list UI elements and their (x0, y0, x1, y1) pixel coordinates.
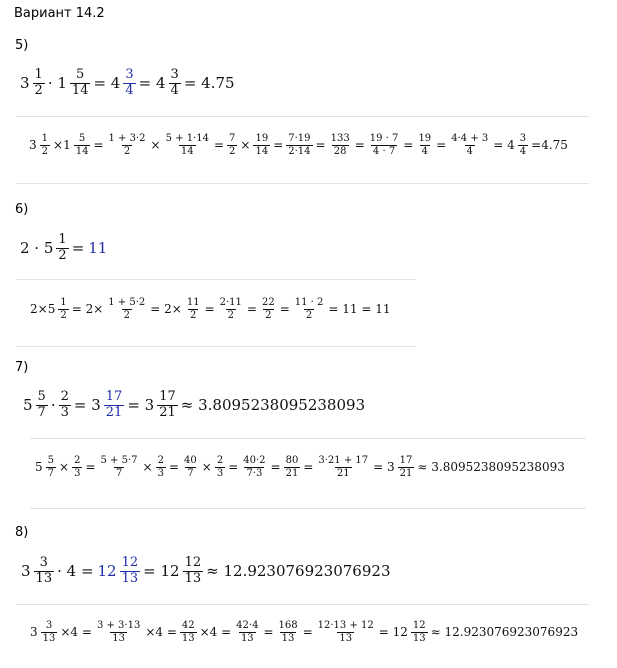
fraction-numerator: 17 (105, 389, 123, 404)
math-text: × (150, 138, 161, 152)
fraction (74, 133, 91, 157)
math-text: × (201, 460, 212, 474)
fraction (36, 390, 48, 421)
divider (30, 438, 586, 439)
fraction (411, 620, 428, 644)
fraction (416, 133, 433, 157)
fraction (99, 455, 140, 479)
fraction-denominator: 13 (281, 632, 295, 644)
fraction-denominator: 13 (121, 570, 139, 586)
fraction-numerator: 42·4 (236, 620, 259, 631)
math-text: = 4 (138, 74, 166, 93)
math-text: = 2× (150, 302, 182, 316)
fraction-numerator: 1 (58, 232, 67, 247)
fraction-numerator: 11 (186, 297, 200, 308)
fraction-denominator: 2 (58, 247, 67, 263)
fraction-numerator: 1 + 5·2 (108, 297, 146, 308)
math-text: 5 (23, 396, 33, 415)
problem-5-task (18, 68, 237, 99)
divider (30, 508, 586, 509)
fraction-denominator: 14 (71, 82, 89, 98)
fraction (185, 297, 202, 321)
math-text: 3 (21, 562, 31, 581)
fraction-numerator: 5 + 5·7 (100, 455, 138, 466)
fraction-numerator: 4·4 + 3 (451, 133, 489, 144)
fraction (368, 133, 401, 157)
math-text: · 1 (47, 74, 67, 93)
fraction-numerator: 19 (418, 133, 432, 144)
problem-8-solution (28, 620, 580, 644)
fraction-numerator: 2 (60, 389, 69, 404)
math-text: = (273, 138, 284, 152)
fraction-numerator: 3·21 + 17 (318, 455, 369, 466)
fraction-numerator: 40·2 (243, 455, 266, 466)
fraction-numerator: 3 (519, 133, 527, 144)
math-text: = (246, 302, 257, 316)
fraction-numerator: 5 (78, 133, 86, 144)
problem-7-task (21, 390, 367, 421)
math-text: ≈ 3.8095238095238093 (417, 460, 565, 474)
fraction (59, 390, 71, 421)
fraction-numerator: 17 (399, 455, 413, 466)
math-text: × (59, 460, 70, 474)
fraction (316, 620, 376, 644)
math-text: ≈ 3.8095238095238093 (180, 396, 366, 415)
fraction-numerator: 7 (229, 133, 236, 144)
fraction-numerator: 12 (184, 555, 202, 570)
divider (16, 116, 589, 117)
fraction-numerator: 80 (285, 455, 299, 466)
fraction (169, 68, 181, 99)
fraction-numerator: 5 (47, 455, 55, 466)
math-text: = (85, 460, 96, 474)
fraction-numerator: 5 (37, 389, 46, 404)
fraction (316, 455, 370, 479)
math-text: ×4 = (60, 625, 92, 639)
fraction-denominator: 13 (112, 632, 125, 644)
fraction (107, 133, 148, 157)
math-text: = (93, 138, 104, 152)
fraction (449, 133, 490, 157)
fraction (180, 620, 197, 644)
math-text: 2×5 (30, 302, 56, 316)
fraction (41, 620, 58, 644)
fraction (72, 455, 82, 479)
math-text: ×1 (53, 138, 71, 152)
math-text: 12 (97, 562, 117, 581)
fraction-denominator: 21 (336, 467, 350, 479)
fraction (329, 133, 352, 157)
fraction-denominator: 2 (265, 309, 272, 321)
fraction-denominator: 21 (105, 404, 123, 420)
fraction-denominator: 14 (180, 145, 194, 157)
problem-6-number: 6) (15, 202, 29, 217)
fraction-denominator: 4 (519, 145, 527, 157)
fraction-numerator: 3 (45, 620, 53, 631)
math-text: = (279, 302, 290, 316)
fraction (182, 455, 199, 479)
fraction-denominator: 13 (240, 632, 254, 644)
math-text: = 11 = 11 (328, 302, 391, 316)
fraction-denominator: 13 (42, 632, 56, 644)
fraction-numerator: 3 (39, 555, 48, 570)
divider (16, 604, 589, 605)
problem-5-number: 5) (15, 38, 29, 53)
problem-8-task (19, 556, 392, 587)
fraction (398, 455, 415, 479)
fraction-numerator: 3 (170, 67, 179, 82)
math-text: 3 (29, 138, 37, 152)
math-text: = (315, 138, 326, 152)
fraction-denominator: 28 (333, 145, 347, 157)
fraction (95, 620, 142, 644)
math-text: = (270, 460, 281, 474)
fraction (277, 620, 300, 644)
fraction-numerator: 1 (60, 297, 67, 308)
math-text: = (228, 460, 239, 474)
fraction (156, 455, 166, 479)
fraction-numerator: 1 (34, 67, 43, 82)
divider (16, 346, 416, 347)
fraction-denominator: 2 (34, 82, 43, 98)
math-text: × (240, 138, 251, 152)
fraction-denominator: 14 (255, 145, 269, 157)
fraction (293, 297, 326, 321)
fraction-numerator: 42 (181, 620, 195, 631)
fraction-denominator: 13 (412, 632, 426, 644)
problem-6-task (18, 233, 109, 264)
fraction-numerator: 22 (261, 297, 275, 308)
math-text: · (50, 396, 56, 415)
fraction-denominator: 2 (123, 145, 131, 157)
math-text: = 12 (143, 562, 180, 581)
fraction (33, 68, 45, 99)
math-text: = (303, 460, 314, 474)
problem-8-number: 8) (15, 525, 29, 540)
math-text: ×4 = (199, 625, 232, 639)
divider (16, 279, 416, 280)
math-text: · 4 = (57, 562, 94, 581)
fraction-numerator: 2 (157, 455, 164, 466)
fraction-denominator: 7 (37, 404, 46, 420)
fraction (106, 297, 147, 321)
fraction-numerator: 17 (159, 389, 176, 404)
fraction-denominator: 21 (399, 467, 413, 479)
fraction-numerator: 7·19 (288, 133, 311, 144)
fraction-numerator: 40 (184, 455, 197, 466)
fraction (241, 455, 267, 479)
problem-5-solution (27, 133, 570, 157)
fraction (253, 133, 270, 157)
fraction-denominator: 21 (159, 404, 176, 420)
fraction-denominator: 4 (125, 82, 134, 98)
fraction (46, 455, 56, 479)
fraction-denominator: 13 (184, 570, 202, 586)
math-text: ≈ 12.923076923076923 (430, 625, 579, 639)
page-title: Вариант 14.2 (14, 6, 105, 21)
math-text: = (213, 138, 225, 152)
fraction-denominator: 21 (285, 467, 299, 479)
math-text: = (71, 239, 85, 258)
fraction (183, 556, 204, 587)
fraction-denominator: 3 (60, 404, 69, 420)
fraction-numerator: 12 (412, 620, 426, 631)
math-text: ≈ 12.923076923076923 (206, 562, 391, 581)
fraction-denominator: 3 (74, 467, 81, 479)
math-text: 5 (35, 460, 43, 474)
fraction-denominator: 4 (466, 145, 473, 157)
fraction-denominator: 13 (339, 632, 353, 644)
math-text: = 3 (73, 396, 101, 415)
math-text: = 12 (378, 625, 408, 639)
math-text: = (436, 138, 447, 152)
fraction (40, 133, 50, 157)
math-text: × (142, 460, 153, 474)
fraction (120, 556, 141, 587)
fraction-denominator: 4 (421, 145, 428, 157)
math-text: = 2× (71, 302, 104, 316)
fraction (56, 233, 68, 264)
fraction-denominator: 3 (216, 467, 224, 479)
fraction (164, 133, 211, 157)
problem-7-number: 7) (15, 360, 29, 375)
fraction (284, 455, 301, 479)
fraction-denominator: 2 (41, 145, 49, 157)
fraction (104, 390, 125, 421)
fraction-denominator: 2·14 (288, 145, 311, 157)
problem-6-solution (28, 297, 392, 321)
fraction (286, 133, 312, 157)
fraction-numerator: 5 + 1·14 (165, 133, 209, 144)
fraction-denominator: 2 (305, 309, 313, 321)
math-text: = (354, 138, 365, 152)
problem-7-solution (33, 455, 567, 479)
fraction-numerator: 1 (41, 133, 49, 144)
fraction-denominator: 7 (187, 467, 194, 479)
fraction (215, 455, 225, 479)
fraction-denominator: 2 (60, 309, 67, 321)
fraction-denominator: 2 (229, 145, 236, 157)
fraction-numerator: 2 (74, 455, 81, 466)
fraction (58, 297, 68, 321)
fraction-denominator: 2 (190, 309, 197, 321)
math-text: = 4.75 (183, 74, 235, 93)
math-text: 2 · 5 (20, 239, 54, 258)
math-text: =4.75 (531, 138, 568, 152)
fraction-denominator: 7 (115, 467, 123, 479)
divider (16, 183, 589, 184)
fraction-denominator: 7·3 (246, 467, 263, 479)
fraction-numerator: 5 (76, 67, 85, 82)
fraction-denominator: 7 (47, 467, 55, 479)
math-text: = (204, 302, 215, 316)
fraction-numerator: 3 (125, 67, 134, 82)
fraction-numerator: 19 (255, 133, 269, 144)
fraction (518, 133, 528, 157)
fraction-denominator: 2 (123, 309, 130, 321)
fraction (260, 297, 277, 321)
fraction-numerator: 2 (216, 455, 224, 466)
fraction-numerator: 3 + 3·13 (96, 620, 141, 631)
math-text: ×4 = (145, 625, 177, 639)
math-text: = 4 (493, 138, 515, 152)
fraction-numerator: 1 + 3·2 (108, 133, 146, 144)
math-text: = (403, 138, 414, 152)
fraction-denominator: 4 · 7 (372, 145, 396, 157)
fraction (123, 68, 135, 99)
fraction (218, 297, 244, 321)
fraction-denominator: 14 (75, 145, 89, 157)
fraction-numerator: 11 · 2 (294, 297, 324, 308)
fraction-numerator: 12 (121, 555, 139, 570)
math-text: = (168, 460, 180, 474)
fraction-numerator: 133 (330, 133, 350, 144)
fraction (157, 390, 178, 421)
fraction (227, 133, 237, 157)
math-text: = 3 (127, 396, 155, 415)
math-text: 3 (30, 625, 38, 639)
fraction-denominator: 4 (170, 82, 179, 98)
fraction-denominator: 3 (157, 467, 164, 479)
math-text: = (302, 625, 313, 639)
fraction (34, 556, 55, 587)
math-text: 3 (20, 74, 30, 93)
math-text: = 3 (373, 460, 395, 474)
math-text: 11 (88, 239, 108, 258)
fraction-denominator: 13 (181, 632, 195, 644)
fraction (70, 68, 91, 99)
fraction-denominator: 13 (35, 570, 53, 586)
fraction-numerator: 19 · 7 (369, 133, 399, 144)
math-text: = (263, 625, 274, 639)
fraction (234, 620, 260, 644)
fraction-numerator: 12·13 + 12 (317, 620, 374, 631)
fraction-numerator: 168 (278, 620, 298, 631)
math-text: = 4 (93, 74, 121, 93)
fraction-numerator: 2·11 (219, 297, 242, 308)
fraction-denominator: 2 (227, 309, 234, 321)
